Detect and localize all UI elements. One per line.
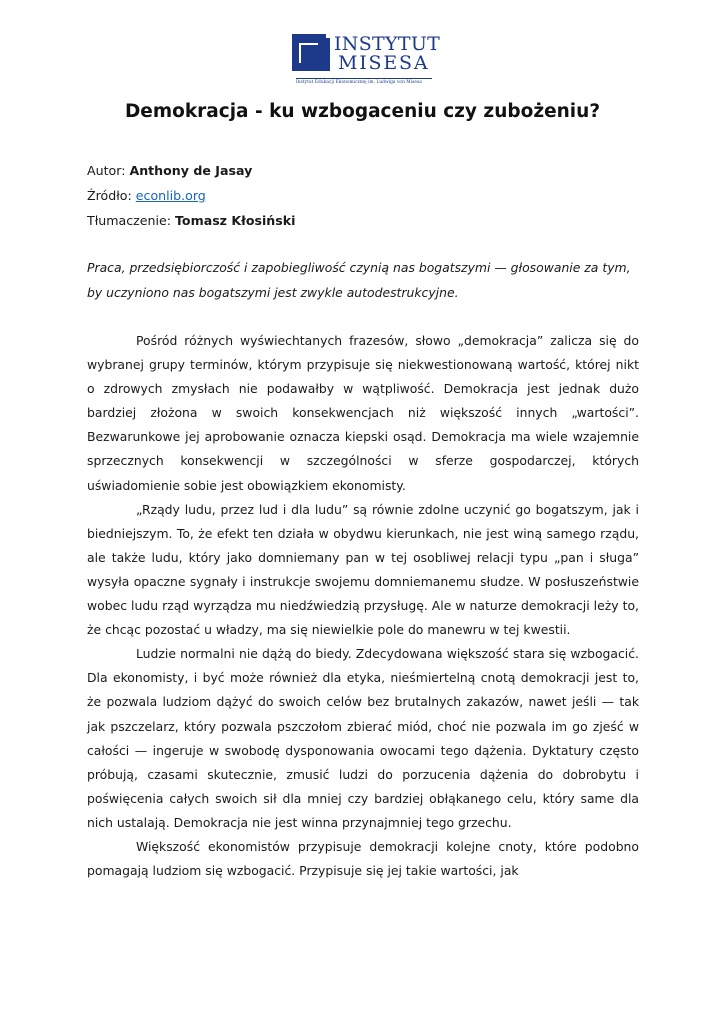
institute-logo bbox=[292, 31, 442, 91]
body-paragraph: Ludzie normalni nie dążą do biedy. Zdecydowana większość stara się wzbogacić. Dla ekonomisty, i być może również dla etyka, nieśmiertelną cnotą demokracji jest to, że pozwala ludziom dążyć do swoich celów bez brutalnych zakazów, nawet jeśli — tak jak pszczelarz, który pozwala pszczołom zbierać miód, choć nie pozwala im go zjeść w całości — ingeruje w swobodę dysponowania owocami tego dążenia. Dyktatury często próbują, czasami skutecznie, zmusić ludzi do porzucenia dążenia do dobrobytu i poświęcenia całych swoich sił dla mniej czy bardziej obłąkanego celu, który same dla nich ustalają. Demokracja nie jest winna przynajmniej tego grzechu. bbox=[87, 646, 639, 830]
logo-divider bbox=[296, 78, 432, 79]
logo-text-line1: INSTYTUT bbox=[334, 33, 441, 55]
logo-text-line2: MISESA bbox=[338, 52, 430, 74]
article-body bbox=[87, 329, 639, 883]
source-row bbox=[87, 183, 647, 208]
article-meta bbox=[87, 158, 647, 233]
author-label: Autor: bbox=[87, 163, 130, 178]
body-paragraph: Większość ekonomistów przypisuje demokracji kolejne cnoty, które podobno pomagają ludziom się wzbogacić. Przypisuje się jej takie wartości, jak bbox=[87, 838, 639, 879]
translator-row bbox=[87, 208, 647, 233]
translator-label: Tłumaczenie: bbox=[87, 213, 175, 228]
logo-emblem-icon bbox=[292, 34, 332, 75]
article-lead: Praca, przedsiębiorczość i zapobiegliwość czynią nas bogatszymi — głosowanie za tym, by uczyniono nas bogatszymi jest zwykle autodestrukcyjne. bbox=[87, 260, 631, 300]
author-row bbox=[87, 158, 647, 183]
source-label: Źródło: bbox=[87, 188, 136, 203]
body-paragraph: „Rządy ludu, przez lud i dla ludu” są równie zdolne uczynić go bogatszym, jak i biedniejszym. To, że efekt ten działa w obydwu kierunkach, nie jest winą samego rządu, ale także ludu, który jako domniemany pan w tej osobliwej relacji typu „pan i sługa” wysyła opaczne sygnały i instrukcje swojemu domniemanemu słudze. W posłuszeństwie wobec ludu rząd wyrządza mu niedźwiedzią przysługę. Ale w naturze demokracji leży to, że chcąc pozostać u władzy, ma się niewielkie pole do manewru w tej kwestii. bbox=[87, 501, 639, 638]
source-link[interactable]: econlib.org bbox=[135, 188, 206, 203]
author-name: Anthony de Jasay bbox=[129, 163, 253, 178]
body-paragraph: Pośród różnych wyświechtanych frazesów, słowo „demokracja” zalicza się do wybranej grupy terminów, którym przypisuje się niekwestionowaną wartość, której nikt o zdrowych zmysłach nie podawałby w wątpliwość. Demokracja jest jednak dużo bardziej złożona w swoich konsekwencjach niż większość innych „wartości”. Bezwarunkowe jej aprobowanie oznacza kiepski osąd. Demokracja ma wiele wzajemnie sprzecznych konsekwencji w szczególności w sferze gospodarczej, których uświadomienie sobie jest obowiązkiem ekonomisty. bbox=[87, 333, 639, 493]
article-title: Demokracja - ku wzbogaceniu czy zubożeniu? bbox=[124, 101, 601, 122]
translator-name: Tomasz Kłosiński bbox=[175, 213, 296, 228]
logo-subtitle: Instytut Edukacji Ekonomicznej im. Ludwiga von Misesa bbox=[296, 80, 422, 85]
